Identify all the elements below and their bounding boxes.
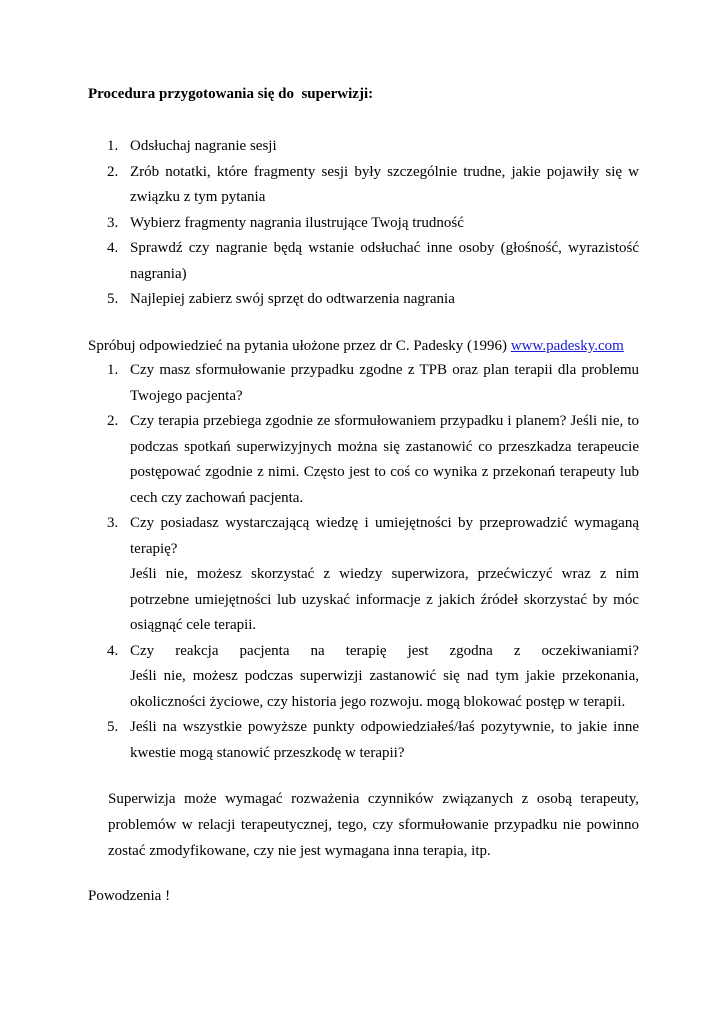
list-item-text: Najlepiej zabierz swój sprzęt do odtwarzenia nagrania bbox=[130, 291, 455, 307]
list-number: 2. bbox=[107, 163, 119, 180]
list-item-text: Jeśli na wszystkie powyższe punkty odpowiedziałeś/łaś pozytywnie, to jakie inne kwestie mogą stanowić przeszkodę w terapii? bbox=[130, 719, 639, 761]
list-item bbox=[107, 715, 639, 766]
list-item bbox=[107, 358, 639, 409]
word: jest bbox=[407, 642, 429, 659]
list-item-text: Czy posiadasz wystarczającą wiedzę i umiejętności by przeprowadzić wymaganą terapię? bbox=[130, 515, 639, 557]
list-item bbox=[107, 409, 639, 511]
word: oczekiwaniami? bbox=[541, 642, 639, 659]
list-item-text: Sprawdź czy nagranie będą wstanie odsłuchać inne osoby (głośność, wyrazistość nagrania) bbox=[130, 240, 639, 282]
list-item bbox=[107, 211, 639, 237]
list-number: 5. bbox=[107, 719, 119, 735]
questions-intro bbox=[88, 334, 624, 360]
list-item bbox=[107, 287, 639, 313]
padesky-link[interactable]: www.padesky.com bbox=[510, 338, 624, 354]
list-item bbox=[107, 511, 639, 639]
closing-line: Powodzenia ! bbox=[88, 888, 171, 904]
list-number: 3. bbox=[107, 515, 119, 531]
list-number: 4. bbox=[107, 240, 119, 256]
list-item-text: Wybierz fragmenty nagrania ilustrujące Twoją trudność bbox=[130, 214, 464, 231]
document-heading: Procedura przygotowania się do superwizji: bbox=[88, 86, 374, 102]
list-item-text bbox=[130, 639, 639, 665]
intro-text: Spróbuj odpowiedzieć na pytania ułożone przez dr C. Padesky (1996) bbox=[88, 338, 511, 354]
list-item-text: Odsłuchaj nagranie sesji bbox=[130, 138, 277, 154]
list-number: 5. bbox=[107, 291, 119, 307]
list-number: 1. bbox=[107, 138, 119, 154]
list-item bbox=[107, 160, 639, 211]
word: z bbox=[513, 642, 521, 659]
list-item bbox=[107, 639, 639, 716]
list-number: 4. bbox=[107, 642, 119, 659]
preparation-steps-list bbox=[107, 134, 639, 313]
list-item-followup: Jeśli nie, możesz skorzystać z wiedzy superwizora, przećwiczyć wraz z nim potrzebne umiejętności lub uzyskać informacje z jakich źródeł skorzystać by móc osiągnąć cele terapii. bbox=[130, 566, 639, 633]
word: terapię bbox=[345, 642, 387, 659]
list-number: 3. bbox=[107, 214, 119, 231]
word: pacjenta bbox=[239, 642, 290, 659]
word: Czy bbox=[130, 642, 155, 659]
list-number: 2. bbox=[107, 413, 119, 429]
list-number: 1. bbox=[107, 362, 119, 378]
list-item-text: Czy terapia przebiega zgodnie ze sformułowaniem przypadku i planem? Jeśli nie, to podczas spotkań superwizyjnych można się zastanowić co przeszkadza terapeucie postępować zgodnie z nimi. Często jest to coś co wynika z przekonań terapeuty lub cech czy zachowań pacjenta. bbox=[130, 413, 639, 506]
list-item bbox=[107, 236, 639, 287]
word: zgodna bbox=[449, 642, 493, 659]
list-item-followup: Jeśli nie, możesz podczas superwizji zastanowić się nad tym jakie przekonania, okoliczności życiowe, czy historia jego rozwoju. mogą blokować postęp w terapii. bbox=[130, 668, 639, 710]
word: na bbox=[310, 642, 325, 659]
list-item-text: Czy masz sformułowanie przypadku zgodne z TPB oraz plan terapii dla problemu Twojego pacjenta? bbox=[130, 362, 639, 404]
list-item bbox=[107, 134, 639, 160]
list-item-text: Zrób notatki, które fragmenty sesji były szczególnie trudne, jakie pojawiły się w związku z tym pytania bbox=[130, 163, 639, 205]
supervision-questions-list bbox=[107, 358, 639, 766]
word: reakcja bbox=[175, 642, 219, 659]
supervision-paragraph: Superwizja może wymagać rozważenia czynników związanych z osobą terapeuty, problemów w relacji terapeutycznej, tego, czy sformułowanie przypadku nie powinno zostać zmodyfikowane, czy nie jest wymagana inna terapia, itp. bbox=[108, 791, 639, 859]
